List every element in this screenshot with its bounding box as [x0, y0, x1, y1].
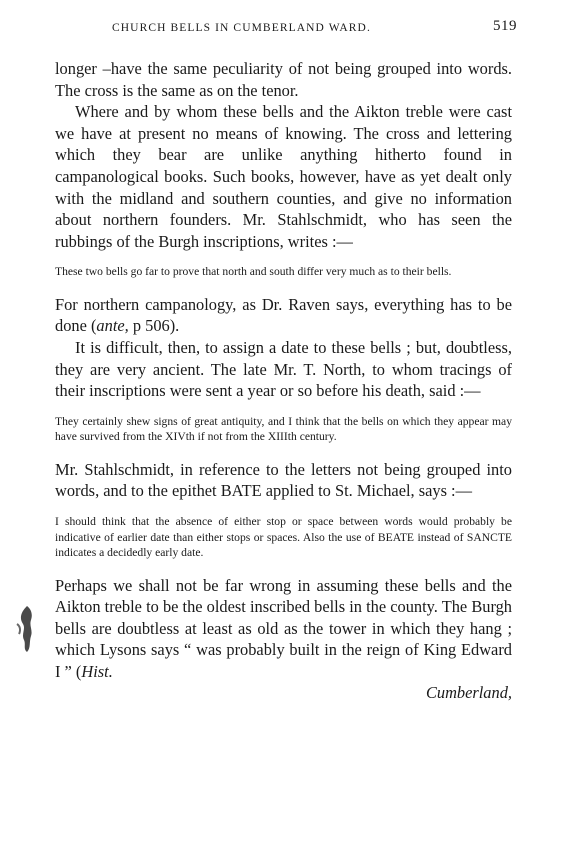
page-number: 519	[493, 18, 517, 34]
text-run: For northern campanology, as Dr. Raven says, everything has to be done (	[55, 294, 512, 336]
paragraph-conclusion	[55, 575, 512, 683]
page-body	[55, 58, 512, 704]
paragraph-northern-campanology	[55, 294, 512, 337]
italic-hist: Hist.	[81, 661, 113, 681]
running-head: CHURCH BELLS IN CUMBERLAND WARD.	[112, 22, 371, 34]
paragraph-bell-origins: Where and by whom these bells and the Aikton treble were cast we have at present no means of knowing. The cross and lettering which they bear are unlike anything hitherto found in campanological books. Such books, however, have as yet dealt only with the midland and southern counties, and give no information about northern founders. Mr. Stahlschmidt, who has seen the rubbings of the Burgh inscriptions, writes :—	[55, 102, 512, 251]
quote-stahlschmidt-1: These two bells go far to prove that north and south differ very much as to their bells.	[55, 265, 452, 279]
quote-stahlschmidt-2: I should think that the absence of either stop or space between words would probably be indicative of earlier date than either stops or spaces. Also the use of BEATE instead of SANCTE indicates a decidedly early date.	[55, 515, 512, 559]
ink-smudge-mark	[11, 604, 39, 654]
paragraph-stahlschmidt-reference: Mr. Stahlschmidt, in reference to the letters not being grouped into words, and to the epithet BATE applied to St. Michael, says :—	[55, 459, 512, 501]
text-run: Perhaps we shall not be far wrong in assuming these bells and the Aikton treble to be the oldest inscribed bells in the county. The Burgh bells are doubtless at least as old as the tower in which they hang ; which Lysons says “ was probably built in the reign of King Edward I ” (	[55, 575, 512, 681]
catchword: Cumberland,	[425, 683, 512, 703]
paragraph-dating: It is difficult, then, to assign a date to these bells ; but, doubtless, they are very ancient. The late Mr. T. North, to whom tracings of their inscriptions were sent a year or so before his death, said :—	[55, 338, 512, 401]
quote-north: They certainly shew signs of great antiquity, and I think that the bells on which they appear may have survived from the XIVth if not from the XIIIth century.	[55, 414, 512, 444]
paragraph-continuation: longer –have the same peculiarity of not being grouped into words. The cross is the same as on the tenor.	[55, 59, 512, 100]
text-run: p 506).	[128, 316, 180, 336]
italic-ante: ante,	[96, 316, 129, 336]
